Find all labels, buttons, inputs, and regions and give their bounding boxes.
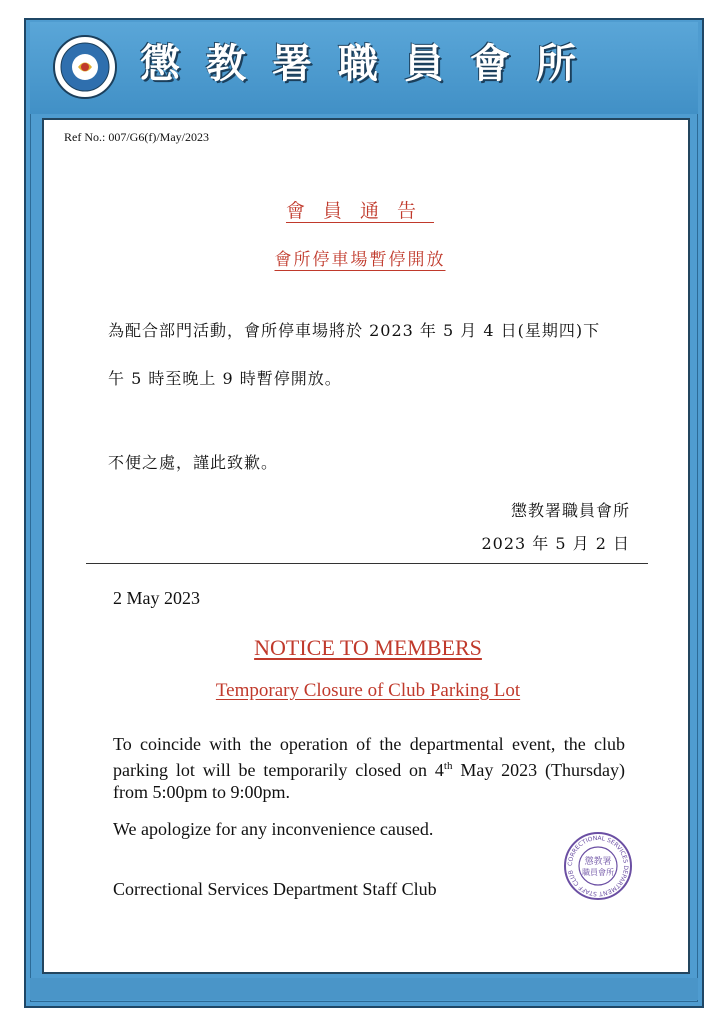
english-body — [113, 733, 625, 803]
svg-text:職員會所: 職員會所 — [582, 868, 614, 877]
english-apology: We apologize for any inconvenience caused. — [113, 819, 434, 839]
club-name-heading: 懲教署職員會所 — [140, 40, 602, 87]
chinese-signature: 懲教署職員會所 — [510, 501, 630, 520]
chinese-date: 2023 年 5 月 2 日 — [481, 534, 630, 553]
chinese-notice-subtitle: 會所停車場暫停開放 — [274, 250, 446, 270]
chinese-apology: 不便之處，謹此致歉。 — [108, 453, 279, 472]
english-body-text: To coincide with the operation of the departmental event, the club parking lot will be temporarily closed on 4 — [113, 734, 625, 780]
reference-number: Ref No.: 007/G6(f)/May/2023 — [64, 130, 209, 144]
section-divider — [86, 563, 648, 564]
chinese-body-line-1: 為配合部門活動，會所停車場將於 2023 年 5 月 4 日(星期四)下 — [108, 321, 601, 340]
chinese-notice-title: 會員通告 — [285, 200, 434, 222]
english-notice-subtitle: Temporary Closure of Club Parking Lot — [215, 680, 521, 701]
bottom-band — [30, 978, 698, 1000]
english-notice-title: NOTICE TO MEMBERS — [254, 635, 482, 660]
club-chop-stamp — [562, 830, 634, 902]
svg-text:懲教署: 懲教署 — [584, 857, 612, 867]
english-signature: Correctional Services Department Staff Club — [113, 879, 437, 899]
svg-text:CORRECTIONAL SERVICES DEPARTME: CORRECTIONAL SERVICES DEPARTMENT STAFF CLUB — [566, 834, 630, 898]
english-date: 2 May 2023 — [113, 588, 200, 608]
chinese-body-line-2: 午 5 時至晚上 9 時暫停開放。 — [108, 369, 342, 388]
club-logo-icon — [52, 34, 118, 100]
english-body-text-end: May 2023 (Thursday) from 5:00pm to 9:00pm. — [113, 760, 625, 802]
ordinal-suffix: th — [443, 760, 453, 772]
